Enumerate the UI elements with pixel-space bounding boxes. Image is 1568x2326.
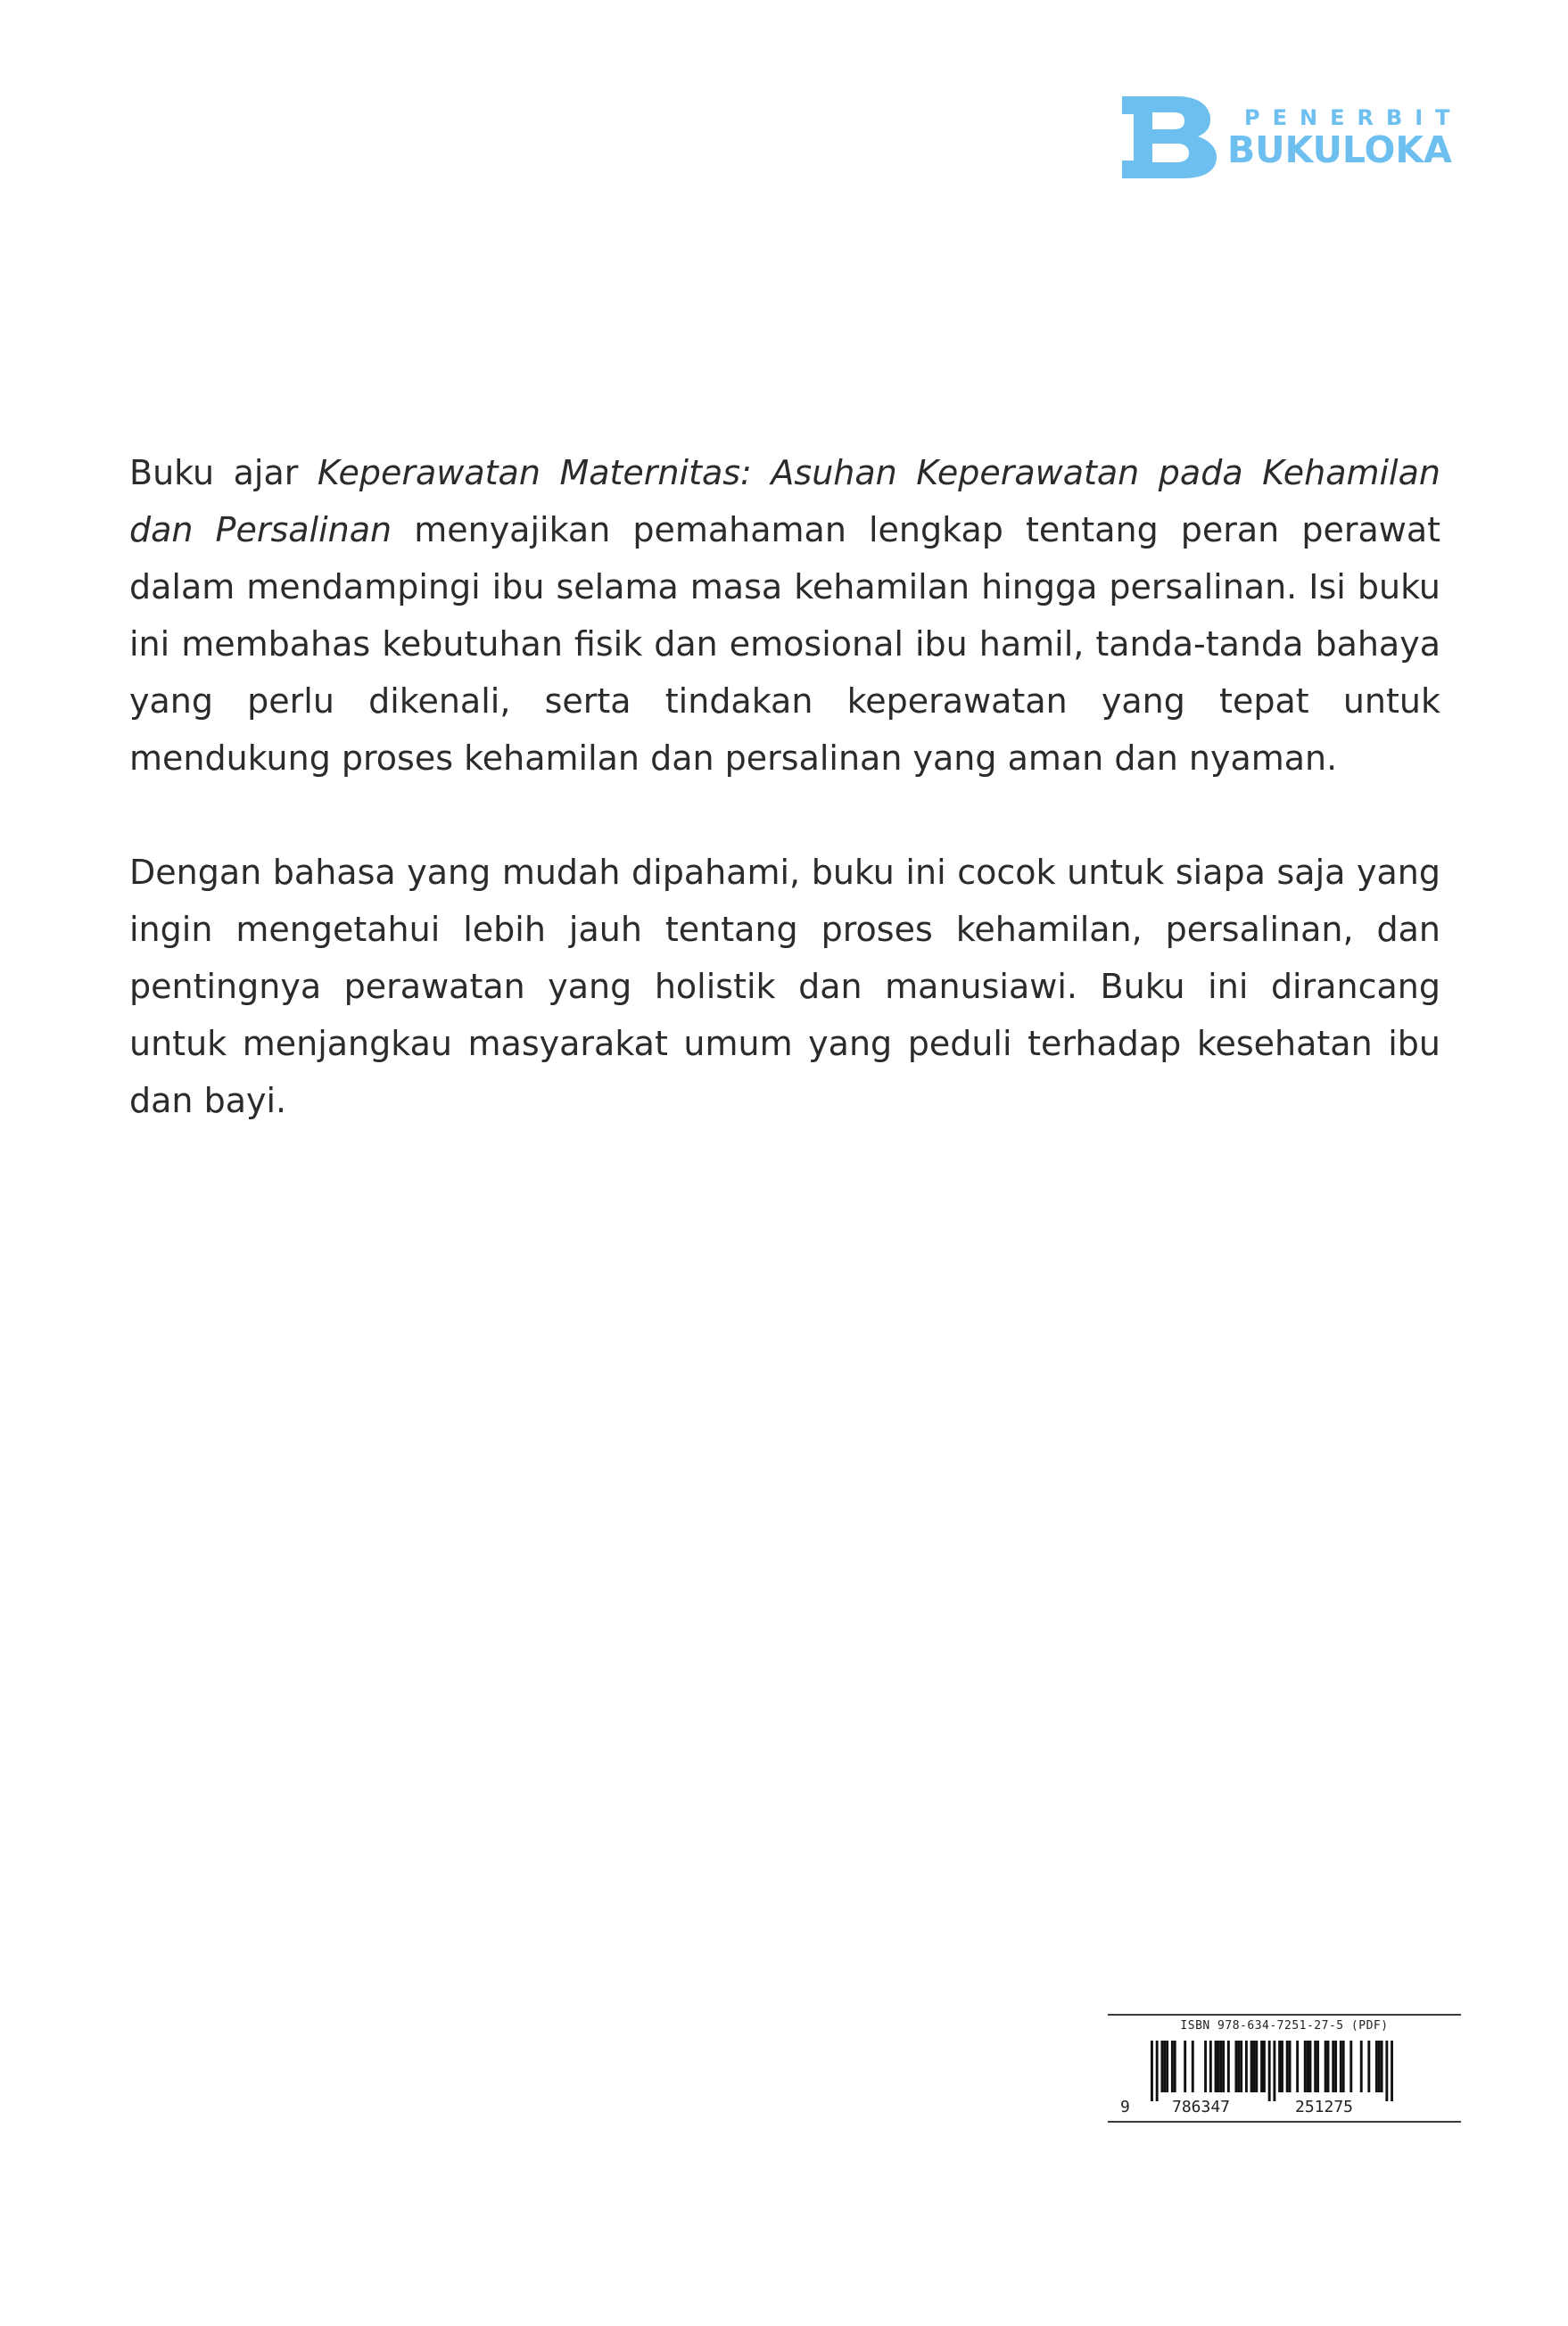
barcode-bar	[1192, 2041, 1194, 2092]
barcode-bar	[1166, 2041, 1168, 2092]
barcode-bar	[1314, 2041, 1316, 2092]
barcode-bar	[1381, 2041, 1383, 2092]
blurb-paragraph-2: Dengan bahasa yang mudah dipahami, buku ini cocok untuk siapa saja yang ingin mengetahui lebih jauh tentang proses kehamilan, persalinan, dan pentingnya perawatan yang holistik dan manusiawi. Buku ini dirancang untuk menjangkau masyarakat umum yang peduli terhadap kesehatan ibu dan bayi.	[129, 853, 1440, 1120]
book-title: Keperawatan Maternitas: Asuhan Keperawatan pada Kehamilan dan Persalinan	[129, 453, 1440, 549]
barcode-bar	[1204, 2041, 1207, 2092]
barcode-right-group: 251275	[1295, 2098, 1354, 2116]
barcode-bar	[1378, 2041, 1381, 2092]
barcode-bar	[1222, 2041, 1225, 2092]
barcode-bar	[1286, 2041, 1289, 2092]
barcode-bar	[1375, 2041, 1378, 2092]
publisher-label-top: PENERBIT	[1244, 105, 1463, 130]
barcode-icon	[1151, 2041, 1393, 2101]
barcode-bar	[1296, 2041, 1299, 2092]
barcode-bar	[1325, 2041, 1327, 2092]
barcode-bar	[1278, 2041, 1281, 2092]
barcode-bar	[1245, 2041, 1248, 2092]
isbn-rule-bottom	[1108, 2121, 1461, 2123]
barcode-bar	[1215, 2041, 1217, 2092]
barcode-bar	[1332, 2041, 1334, 2092]
blurb-paragraph-1	[129, 444, 1440, 787]
barcode-bar	[1184, 2041, 1186, 2092]
barcode-bar	[1260, 2041, 1263, 2092]
barcode-bar	[1237, 2041, 1240, 2092]
barcode-bar	[1219, 2041, 1222, 2092]
publisher-name: BUKULOKA	[1227, 128, 1452, 171]
barcode-bar	[1171, 2041, 1174, 2092]
isbn-barcode-block	[1108, 2014, 1461, 2123]
barcode-bar	[1255, 2041, 1258, 2092]
barcode-bar	[1268, 2041, 1271, 2101]
barcode-bar	[1253, 2041, 1256, 2092]
blurb-intro: Buku ajar	[129, 453, 318, 492]
barcode-bar	[1209, 2041, 1212, 2092]
barcode-bar	[1160, 2041, 1163, 2092]
barcode-bar	[1349, 2041, 1352, 2092]
barcode-first-digit: 9	[1120, 2098, 1130, 2116]
barcode-bar	[1281, 2041, 1283, 2092]
barcode-bar	[1342, 2041, 1345, 2092]
barcode-bar	[1263, 2041, 1266, 2092]
book-blurb	[129, 444, 1440, 1129]
publisher-logo-b-icon	[1122, 96, 1218, 178]
barcode-bar	[1174, 2041, 1176, 2092]
barcode-left-group: 786347	[1172, 2098, 1231, 2116]
barcode-bar	[1304, 2041, 1307, 2092]
barcode-bar	[1217, 2041, 1219, 2092]
barcode-bar	[1234, 2041, 1237, 2092]
barcode-bar	[1289, 2041, 1292, 2092]
barcode-bar	[1240, 2041, 1242, 2092]
barcode-bar	[1327, 2041, 1330, 2092]
barcode-bar	[1360, 2041, 1363, 2092]
publisher-logo	[1122, 96, 1463, 178]
barcode-bar	[1227, 2041, 1230, 2092]
barcode-bar	[1250, 2041, 1253, 2092]
barcode-bar	[1163, 2041, 1166, 2092]
barcode-bar	[1156, 2041, 1159, 2101]
barcode-bar	[1151, 2041, 1153, 2101]
isbn-rule-top	[1108, 2014, 1461, 2016]
barcode-bar	[1340, 2041, 1342, 2092]
isbn-number: ISBN 978-634-7251-27-5 (PDF)	[1180, 2019, 1389, 2033]
barcode-bar	[1391, 2041, 1393, 2101]
barcode-bar	[1309, 2041, 1312, 2092]
barcode-bar	[1385, 2041, 1388, 2101]
barcode-bar	[1316, 2041, 1319, 2092]
barcode-bar	[1334, 2041, 1337, 2092]
barcode-bar	[1307, 2041, 1309, 2092]
barcode-bar	[1367, 2041, 1370, 2092]
barcode-bar	[1273, 2041, 1275, 2101]
blurb-description: menyajikan pemahaman lengkap tentang peran perawat dalam mendampingi ibu selama masa kehamilan hingga persalinan. Isi buku ini membahas kebutuhan fisik dan emosional ibu hamil, tanda-tanda bahaya yang perlu dikenali, serta tindakan keperawatan yang tepat untuk mendukung proses kehamilan dan persalinan yang aman dan nyaman.	[129, 510, 1441, 778]
